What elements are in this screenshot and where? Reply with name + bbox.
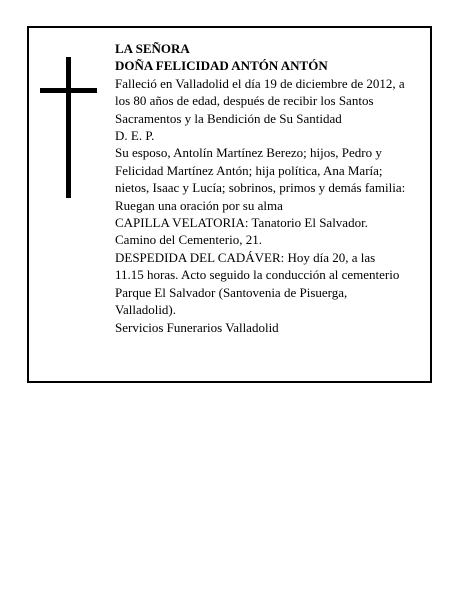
latin-cross-icon [40,57,97,198]
prayer-request-line: Ruegan una oración por su alma [115,197,283,213]
cross-vertical-bar [66,57,71,198]
death-announcement-line: los 80 años de edad, después de recibir los Santos [115,93,374,109]
farewell-line: Valladolid). [115,302,177,318]
farewell-line: Parque El Salvador (Santovenia de Pisuerga, [115,284,348,300]
obituary-text [115,40,427,336]
family-line: Su esposo, Antolín Martínez Berezo; hijos, Pedro y [115,145,382,161]
family-line: Felicidad Martínez Antón; hija política, Ana María; [115,162,383,178]
funeral-services-line: Servicios Funerarios Valladolid [115,319,279,335]
heading-title: LA SEÑORA [115,41,190,56]
cross-horizontal-bar [40,88,97,93]
farewell-line: DESPEDIDA DEL CADÁVER: Hoy día 20, a las [115,249,376,265]
deceased-name: DOÑA FELICIDAD ANTÓN ANTÓN [115,58,328,74]
rip-line: D. E. P. [115,128,155,144]
death-announcement-line: Sacramentos y la Bendición de Su Santidad [115,110,342,126]
farewell-line: 11.15 horas. Acto seguido la conducción al cementerio [115,267,400,283]
death-announcement-line: Falleció en Valladolid el día 19 de diciembre de 2012, a [115,75,405,91]
obituary-notice [27,26,432,383]
chapel-address-line: Camino del Cementerio, 21. [115,232,262,248]
chapel-line: CAPILLA VELATORIA: Tanatorio El Salvador. [115,215,368,231]
family-line: nietos, Isaac y Lucía; sobrinos, primos y demás familia: [115,180,406,196]
